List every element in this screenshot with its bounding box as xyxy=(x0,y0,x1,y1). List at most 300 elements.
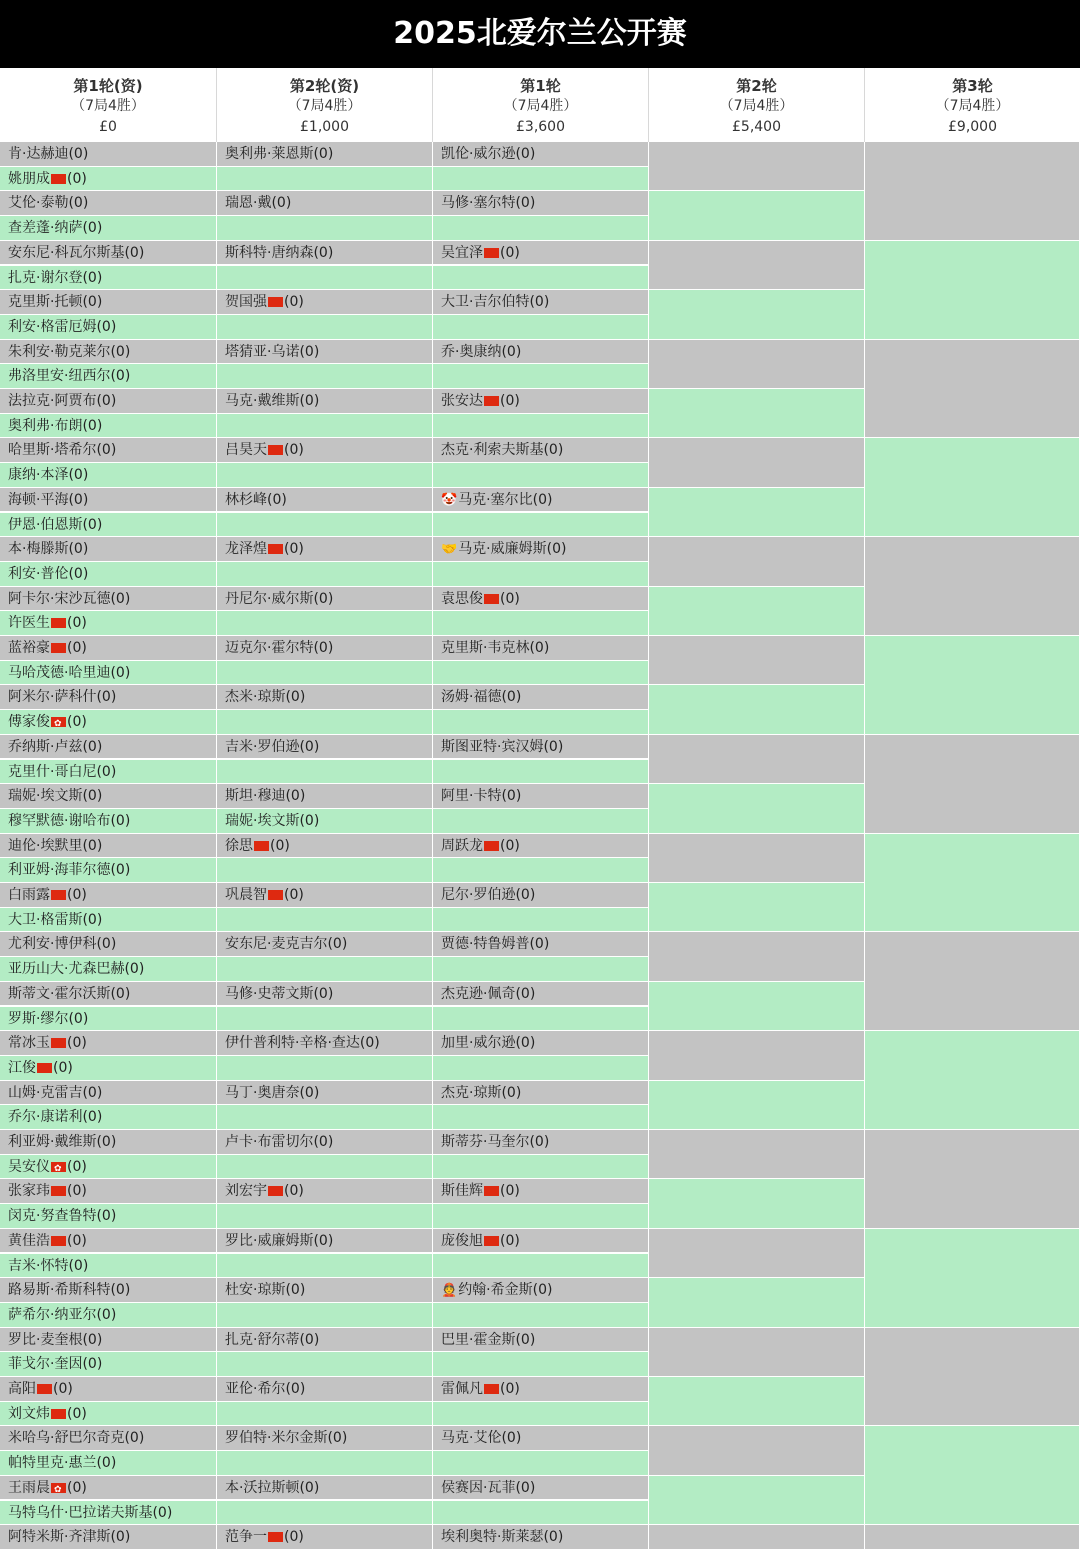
player-score: (0) xyxy=(96,393,117,409)
player-score: (0) xyxy=(284,294,304,311)
bracket-slot xyxy=(0,315,217,340)
bracket-slot xyxy=(433,364,649,389)
header-round2 xyxy=(649,68,865,142)
player-score: (0) xyxy=(67,1479,87,1496)
player-name: 斯坦·穆迪 xyxy=(225,788,286,805)
bracket-slot xyxy=(433,883,649,908)
player-entry xyxy=(0,1476,216,1501)
player-name: 张安达 xyxy=(441,393,483,409)
bracket-slot xyxy=(217,932,433,957)
bracket-slot xyxy=(217,389,433,414)
player-entry xyxy=(433,191,648,216)
player-score: (0) xyxy=(82,1356,103,1373)
player-entry xyxy=(433,883,648,908)
player-name: 亚伦·希尔 xyxy=(225,1381,286,1397)
player-score: (0) xyxy=(500,837,520,854)
bracket-slot xyxy=(217,1081,433,1106)
player-score: (0) xyxy=(82,516,103,533)
bracket-slot xyxy=(433,611,649,636)
player-score: (0) xyxy=(67,887,87,903)
bracket-slot xyxy=(217,463,433,488)
player-name: 吴宜泽 xyxy=(441,244,483,261)
player-entry xyxy=(217,883,432,908)
player-score: (0) xyxy=(313,590,334,607)
china-flag-icon xyxy=(51,1236,66,1246)
bracket-slot xyxy=(217,1303,433,1328)
player-score: (0) xyxy=(67,1405,87,1422)
bracket-slot xyxy=(0,488,217,513)
player-score: (0) xyxy=(284,887,304,903)
player-entry xyxy=(433,636,648,661)
bracket-slot xyxy=(217,1105,433,1130)
player-entry xyxy=(0,266,216,291)
player-name: 罗比·麦奎根 xyxy=(8,1331,83,1348)
column-round2-qual xyxy=(217,142,433,1550)
player-name: 马特乌什·巴拉诺夫斯基 xyxy=(8,1504,153,1521)
player-entry xyxy=(0,1402,216,1427)
player-score: (0) xyxy=(96,1208,117,1225)
bracket-slot xyxy=(0,883,217,908)
bracket-slot xyxy=(433,1451,649,1476)
player-entry xyxy=(217,1278,432,1303)
player-score: (0) xyxy=(299,1331,320,1348)
player-entry xyxy=(217,834,432,859)
bracket-slot xyxy=(217,167,433,192)
player-entry xyxy=(0,513,216,538)
bracket-slot xyxy=(0,414,217,439)
player-emoji: 🤝 xyxy=(441,542,458,558)
bracket-slot xyxy=(0,1204,217,1229)
player-score: (0) xyxy=(96,1455,117,1472)
player-score: (0) xyxy=(110,343,131,360)
header-round3 xyxy=(865,68,1080,142)
player-score: (0) xyxy=(68,1257,89,1274)
player-entry xyxy=(433,241,648,266)
player-score: (0) xyxy=(68,1010,89,1027)
bracket-slot xyxy=(0,1278,217,1303)
player-score: (0) xyxy=(313,244,334,261)
china-flag-icon xyxy=(268,445,283,455)
player-name: 周跃龙 xyxy=(441,837,483,854)
china-flag-icon xyxy=(268,297,283,307)
player-score: (0) xyxy=(500,1183,520,1200)
player-score: (0) xyxy=(68,467,89,484)
player-name: 克里斯·韦克林 xyxy=(441,640,530,656)
player-name: 阿米尔·萨科什 xyxy=(8,689,97,706)
player-score: (0) xyxy=(82,269,103,286)
bracket-slot xyxy=(433,241,649,266)
bracket-slot xyxy=(0,438,217,463)
player-name: 黄佳浩 xyxy=(8,1232,50,1249)
player-entry xyxy=(0,957,216,982)
bracket-slot xyxy=(433,1179,649,1204)
player-name: 斯佳辉 xyxy=(441,1183,483,1200)
china-flag-icon xyxy=(37,1063,52,1073)
player-entry xyxy=(433,1229,648,1254)
player-entry xyxy=(0,1426,216,1451)
player-score: (0) xyxy=(96,318,117,335)
player-score: (0) xyxy=(299,1479,320,1496)
bracket-slot xyxy=(433,587,649,612)
player-entry xyxy=(217,1081,432,1106)
player-entry xyxy=(0,858,216,883)
round-name: 第1轮(资) xyxy=(73,77,143,95)
player-entry xyxy=(433,290,648,315)
player-name: 贾德·特鲁姆普 xyxy=(441,936,530,953)
player-score: (0) xyxy=(82,911,103,928)
player-score: (0) xyxy=(299,738,320,755)
bracket-slot xyxy=(217,908,433,933)
bracket-slot-empty xyxy=(649,537,865,586)
bracket-slot xyxy=(0,241,217,266)
bracket-slot xyxy=(217,266,433,291)
player-name: 刘宏宇 xyxy=(225,1183,267,1200)
player-score: (0) xyxy=(110,368,131,385)
bracket-slot xyxy=(433,908,649,933)
bracket-slot xyxy=(0,710,217,735)
bracket-slot xyxy=(433,809,649,834)
bracket-slot-empty xyxy=(865,1031,1080,1130)
bracket-slot-empty xyxy=(865,834,1080,933)
player-score: (0) xyxy=(500,1381,520,1397)
player-score: (0) xyxy=(285,1282,306,1299)
player-name: 穆罕默德·谢哈布 xyxy=(8,812,111,829)
round-prize: £9,000 xyxy=(948,119,997,135)
player-entry xyxy=(217,735,432,760)
player-entry xyxy=(433,340,648,365)
player-name: 菲戈尔·奎因 xyxy=(8,1356,83,1373)
bracket-slot xyxy=(0,142,217,167)
bracket-slot xyxy=(217,1056,433,1081)
player-entry xyxy=(433,834,648,859)
china-flag-icon xyxy=(51,643,66,653)
player-entry xyxy=(217,982,432,1007)
player-score: (0) xyxy=(532,491,553,508)
player-entry xyxy=(433,1130,648,1155)
bracket-slot-empty xyxy=(649,438,865,487)
player-score: (0) xyxy=(501,1084,522,1101)
bracket-slot xyxy=(217,488,433,513)
player-name: 乔·奥康纳 xyxy=(441,343,502,360)
bracket-slot-empty xyxy=(865,438,1080,537)
bracket-slot xyxy=(0,562,217,587)
bracket-slot xyxy=(217,1377,433,1402)
player-entry xyxy=(433,1179,648,1204)
player-entry xyxy=(433,587,648,612)
player-name: 乔尔·康诺利 xyxy=(8,1109,83,1126)
player-name: 闵克·努查鲁特 xyxy=(8,1208,97,1225)
bracket-slot xyxy=(0,1105,217,1130)
bracket-slot xyxy=(433,1007,649,1032)
player-entry xyxy=(0,661,216,686)
player-name: 法拉克·阿贾布 xyxy=(8,393,97,409)
player-score: (0) xyxy=(68,541,89,558)
player-name: 杰克·琼斯 xyxy=(441,1084,502,1101)
bracket-slot xyxy=(433,1328,649,1353)
bracket-slot xyxy=(217,513,433,538)
bracket-slot xyxy=(0,1426,217,1451)
player-name: 徐思 xyxy=(225,837,253,854)
bracket-slot-empty xyxy=(865,1229,1080,1328)
player-name: 马修·史蒂文斯 xyxy=(225,985,314,1002)
player-entry xyxy=(0,1352,216,1377)
player-name: 伊什普利特·辛格·查达 xyxy=(225,1035,360,1052)
player-entry xyxy=(217,1031,432,1056)
bracket-slot xyxy=(217,809,433,834)
bracket-slot xyxy=(0,809,217,834)
bracket-slot xyxy=(0,908,217,933)
bracket-slot xyxy=(433,1525,649,1550)
bracket-slot xyxy=(217,1254,433,1279)
player-entry xyxy=(0,537,216,562)
bracket-slot xyxy=(0,1007,217,1032)
china-flag-icon xyxy=(51,890,66,900)
round-header-row xyxy=(0,68,1080,142)
player-entry xyxy=(0,562,216,587)
player-name: 塔猜亚·乌诺 xyxy=(225,343,300,360)
header-round1 xyxy=(433,68,649,142)
bracket-slot xyxy=(217,241,433,266)
bracket-slot-empty xyxy=(649,685,865,734)
player-name: 杰克逊·佩奇 xyxy=(441,985,516,1002)
round-format: （7局4胜） xyxy=(935,98,1010,114)
player-score: (0) xyxy=(110,664,131,681)
bracket-slot xyxy=(0,216,217,241)
bracket-slot xyxy=(0,1056,217,1081)
bracket-slot-empty xyxy=(649,1278,865,1327)
player-score: (0) xyxy=(532,1282,553,1299)
bracket-slot xyxy=(0,1179,217,1204)
player-name: 本·梅滕斯 xyxy=(8,541,69,558)
bracket-slot-empty xyxy=(649,1377,865,1426)
player-score: (0) xyxy=(82,837,103,854)
bracket-slot xyxy=(433,1155,649,1180)
bracket-slot xyxy=(433,1426,649,1451)
column-round2 xyxy=(649,142,865,1550)
player-name: 利亚姆·海菲尔德 xyxy=(8,862,111,879)
player-entry xyxy=(433,735,648,760)
player-score: (0) xyxy=(68,565,89,582)
player-score: (0) xyxy=(543,442,564,459)
player-score: (0) xyxy=(529,294,550,311)
player-entry xyxy=(0,1451,216,1476)
player-name: 弗洛里安·纽西尔 xyxy=(8,368,111,385)
player-name: 埃利奥特·斯莱瑟 xyxy=(441,1529,544,1546)
bracket-slot xyxy=(0,1501,217,1526)
round-format: （7局4胜） xyxy=(719,98,794,114)
header-round2-qual xyxy=(217,68,433,142)
player-score: (0) xyxy=(299,1084,320,1101)
player-score: (0) xyxy=(543,738,564,755)
hong-kong-flag-icon xyxy=(51,1483,66,1493)
player-name: 利安·普伦 xyxy=(8,565,69,582)
bracket-slot-empty xyxy=(649,1229,865,1278)
round-name: 第1轮 xyxy=(520,77,561,95)
player-entry xyxy=(0,710,216,735)
player-entry xyxy=(217,587,432,612)
bracket-slot xyxy=(217,1525,433,1550)
bracket-slot xyxy=(433,1377,649,1402)
china-flag-icon xyxy=(484,594,499,604)
player-entry xyxy=(0,834,216,859)
bracket-slot xyxy=(433,1254,649,1279)
player-score: (0) xyxy=(313,640,334,656)
player-score: (0) xyxy=(543,1529,564,1546)
player-name: 贺国强 xyxy=(225,294,267,311)
bracket-slot-empty xyxy=(865,1525,1080,1550)
bracket-slot-empty xyxy=(649,1031,865,1080)
player-score: (0) xyxy=(500,1232,520,1249)
player-score: (0) xyxy=(82,1331,103,1348)
player-name: 雷佩凡 xyxy=(441,1381,483,1397)
player-score: (0) xyxy=(96,689,117,706)
bracket-slot xyxy=(0,537,217,562)
bracket-slot xyxy=(0,191,217,216)
player-name: 萨希尔·纳亚尔 xyxy=(8,1306,97,1323)
player-entry xyxy=(0,191,216,216)
hong-kong-flag-icon xyxy=(51,1162,66,1172)
bracket-slot xyxy=(217,834,433,859)
player-entry xyxy=(0,932,216,957)
player-score: (0) xyxy=(515,146,536,162)
player-entry xyxy=(217,241,432,266)
bracket-slot-empty xyxy=(649,1130,865,1179)
china-flag-icon xyxy=(268,890,283,900)
bracket-slot-empty xyxy=(865,340,1080,439)
player-entry xyxy=(0,216,216,241)
player-name: 克里斯·托顿 xyxy=(8,294,83,311)
player-score: (0) xyxy=(515,985,536,1002)
bracket-slot xyxy=(217,883,433,908)
bracket-slot xyxy=(217,1007,433,1032)
bracket-slot xyxy=(217,982,433,1007)
bracket-slot xyxy=(217,710,433,735)
bracket-slot-empty xyxy=(649,488,865,537)
player-name: 瑞恩·戴 xyxy=(225,195,272,212)
bracket-slot xyxy=(433,685,649,710)
bracket-slot xyxy=(217,636,433,661)
bracket-slot xyxy=(0,1303,217,1328)
player-score: (0) xyxy=(82,788,103,805)
player-entry xyxy=(433,685,648,710)
player-entry xyxy=(217,1130,432,1155)
player-entry xyxy=(0,1278,216,1303)
bracket-slot-empty xyxy=(865,1130,1080,1229)
bracket-grid xyxy=(0,142,1080,1550)
player-entry xyxy=(433,537,648,563)
bracket-slot-empty xyxy=(649,340,865,389)
player-name: 吉米·罗伯逊 xyxy=(225,738,300,755)
player-name: 马丁·奥唐奈 xyxy=(225,1084,300,1101)
player-entry xyxy=(217,340,432,365)
bracket-slot-empty xyxy=(649,834,865,883)
player-name: 高阳 xyxy=(8,1381,36,1397)
bracket-slot xyxy=(433,932,649,957)
player-score: (0) xyxy=(529,936,550,953)
player-score: (0) xyxy=(501,343,522,360)
bracket-slot-empty xyxy=(865,537,1080,636)
player-name: 阿特米斯·齐津斯 xyxy=(8,1529,111,1546)
player-name: 斯科特·唐纳森 xyxy=(225,244,314,261)
round-prize: £5,400 xyxy=(732,119,781,135)
player-score: (0) xyxy=(501,689,522,706)
player-name: 克里什·哥白尼 xyxy=(8,763,97,780)
player-name: 蓝裕豪 xyxy=(8,640,50,656)
bracket-slot xyxy=(217,1426,433,1451)
player-entry xyxy=(433,1031,648,1056)
player-score: (0) xyxy=(82,294,103,311)
player-name: 山姆·克雷吉 xyxy=(8,1084,83,1101)
player-score: (0) xyxy=(67,640,87,656)
player-name: 路易斯·希斯科特 xyxy=(8,1282,111,1299)
player-score: (0) xyxy=(124,961,145,978)
player-score: (0) xyxy=(152,1504,173,1521)
player-name: 杰克·利索夫斯基 xyxy=(441,442,544,459)
player-entry xyxy=(0,908,216,933)
bracket-slot xyxy=(217,191,433,216)
player-score: (0) xyxy=(96,1306,117,1323)
bracket-slot xyxy=(217,315,433,340)
player-score: (0) xyxy=(53,1381,73,1397)
bracket-slot xyxy=(217,216,433,241)
bracket-slot-empty xyxy=(649,290,865,339)
bracket-slot xyxy=(217,364,433,389)
player-name: 扎克·舒尔蒂 xyxy=(225,1331,300,1348)
bracket-slot xyxy=(217,735,433,760)
player-score: (0) xyxy=(82,220,103,237)
bracket-slot xyxy=(433,216,649,241)
bracket-slot xyxy=(433,1352,649,1377)
bracket-slot-empty xyxy=(865,932,1080,1031)
bracket-slot-empty xyxy=(865,636,1080,735)
player-entry xyxy=(217,636,432,661)
player-entry xyxy=(217,537,432,562)
player-entry xyxy=(0,167,216,192)
bracket-slot xyxy=(0,463,217,488)
player-score: (0) xyxy=(313,1232,334,1249)
bracket-slot xyxy=(0,1031,217,1056)
player-entry xyxy=(0,1155,216,1180)
bracket-slot-empty xyxy=(865,735,1080,834)
bracket-slot xyxy=(217,685,433,710)
player-name: 迪伦·埃默里 xyxy=(8,837,83,854)
player-name: 尼尔·罗伯逊 xyxy=(441,887,516,903)
player-score: (0) xyxy=(299,343,320,360)
china-flag-icon xyxy=(484,841,499,851)
player-score: (0) xyxy=(67,1232,87,1249)
bracket-slot-empty xyxy=(649,982,865,1031)
bracket-slot xyxy=(0,340,217,365)
bracket-slot xyxy=(433,562,649,587)
player-score: (0) xyxy=(515,1479,536,1496)
player-entry xyxy=(0,735,216,760)
player-entry xyxy=(0,611,216,636)
player-name: 安东尼·科瓦尔斯基 xyxy=(8,244,125,261)
bracket-slot xyxy=(0,389,217,414)
bracket-slot-empty xyxy=(649,587,865,636)
player-score: (0) xyxy=(110,1282,131,1299)
bracket-slot xyxy=(0,661,217,686)
player-entry xyxy=(0,389,216,414)
bracket-slot xyxy=(0,1476,217,1501)
bracket-slot xyxy=(217,1501,433,1526)
player-name: 大卫·吉尔伯特 xyxy=(441,294,530,311)
player-entry xyxy=(217,191,432,216)
round-name: 第3轮 xyxy=(952,77,993,95)
player-name: 约翰·希金斯 xyxy=(458,1282,533,1299)
player-name: 巩晨智 xyxy=(225,887,267,903)
player-score: (0) xyxy=(515,1331,536,1348)
